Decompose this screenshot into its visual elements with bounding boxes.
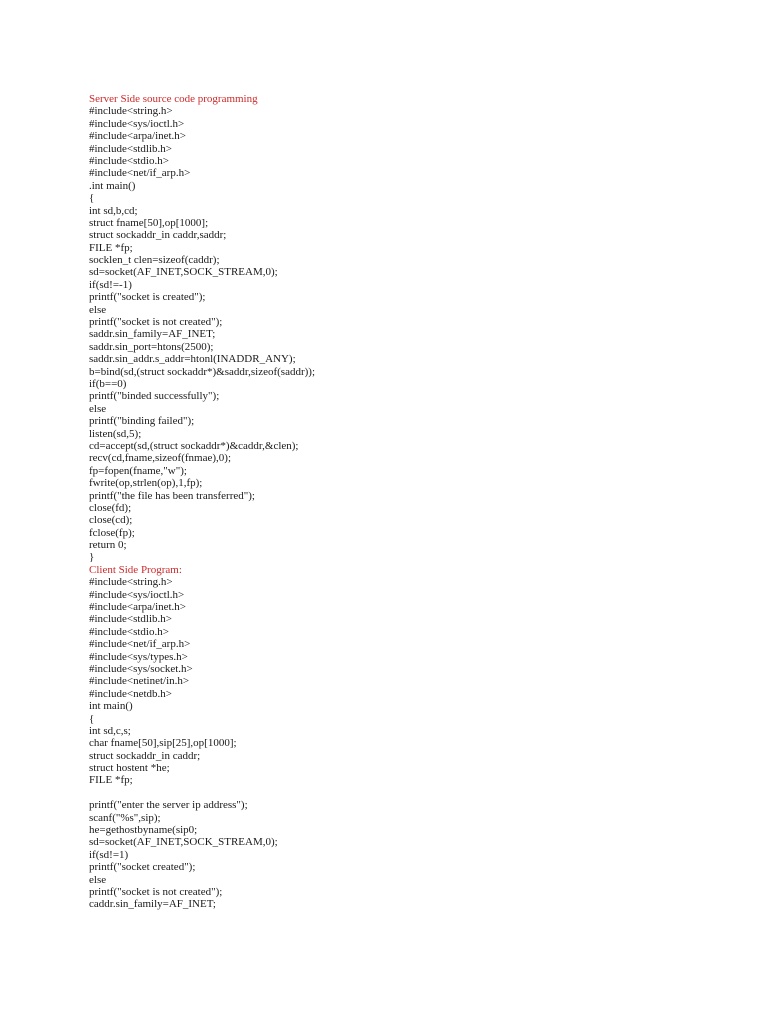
server-code-block	[89, 105, 729, 563]
client-code-block	[89, 576, 729, 911]
code-line: char fname[50],sip[25],op[1000];	[89, 737, 237, 750]
code-line: #include<sys/ioctl.h>	[89, 117, 185, 130]
code-line: printf("socket is not created");	[89, 886, 223, 898]
server-heading: Server Side source code programming	[89, 93, 258, 105]
code-line: socklen_t clen=sizeof(caddr);	[89, 254, 220, 267]
code-line: cd=accept(sd,(struct sockaddr*)&caddr,&clen);	[89, 439, 299, 452]
code-line: #include<stdlib.h>	[89, 613, 172, 626]
code-line: #include<sys/socket.h>	[89, 662, 193, 675]
code-line	[89, 787, 729, 799]
code-line: #include<string.h>	[89, 105, 173, 118]
code-line: #include<string.h>	[89, 576, 173, 589]
code-line: struct hostent *he;	[89, 762, 170, 775]
code-line: #include<stdlib.h>	[89, 142, 172, 155]
code-line: #include<arpa/inet.h>	[89, 130, 187, 143]
code-line: #include<stdio.h>	[89, 154, 169, 167]
code-line: }	[89, 551, 95, 564]
code-line: .int main()	[89, 179, 136, 192]
code-line: fwrite(op,strlen(op),1,fp);	[89, 477, 203, 490]
code-line: printf("socket created");	[89, 861, 196, 874]
code-line: if(sd!=1)	[89, 848, 129, 861]
code-line: printf("the file has been transferred");	[89, 489, 255, 502]
code-line: printf("binding failed");	[89, 415, 195, 428]
code-line: #include<netinet/in.h>	[89, 675, 190, 688]
code-line: #include<sys/ioctl.h>	[89, 588, 185, 601]
code-line: saddr.sin_addr.s_addr=htonl(INADDR_ANY);	[89, 353, 296, 366]
code-line: close(fd);	[89, 501, 132, 514]
code-line: if(sd!=-1)	[89, 278, 132, 291]
code-line: sd=socket(AF_INET,SOCK_STREAM,0);	[89, 836, 278, 849]
code-line: else	[89, 303, 107, 316]
code-line: #include<net/if_arp.h>	[89, 638, 191, 651]
code-line: b=bind(sd,(struct sockaddr*)&saddr,sizeof(saddr));	[89, 365, 316, 378]
code-line: struct fname[50],op[1000];	[89, 216, 209, 229]
code-line: #include<net/if_arp.h>	[89, 167, 191, 180]
code-line: int sd,c,s;	[89, 724, 131, 737]
code-line: {	[89, 712, 95, 725]
code-line: #include<netdb.h>	[89, 687, 172, 700]
code-line: fclose(fp);	[89, 526, 135, 539]
code-line: return 0;	[89, 539, 127, 552]
code-line: else	[89, 402, 107, 415]
code-line: #include<sys/types.h>	[89, 650, 188, 663]
code-line: saddr.sin_port=htons(2500);	[89, 340, 214, 353]
code-line: sd=socket(AF_INET,SOCK_STREAM,0);	[89, 266, 278, 279]
code-line: he=gethostbyname(sip0;	[89, 824, 198, 837]
code-line: struct sockaddr_in caddr;	[89, 749, 201, 762]
code-line: recv(cd,fname,sizeof(fnmae),0);	[89, 452, 232, 465]
code-line: FILE *fp;	[89, 774, 133, 787]
code-line: printf("socket is not created");	[89, 316, 223, 329]
code-line: close(cd);	[89, 514, 133, 527]
code-line: printf("socket is created");	[89, 291, 206, 304]
code-line: #include<arpa/inet.h>	[89, 601, 187, 614]
client-heading: Client Side Program:	[89, 563, 182, 576]
code-line: scanf("%s",sip);	[89, 811, 161, 824]
code-line: struct sockaddr_in caddr,saddr;	[89, 229, 227, 242]
code-line: saddr.sin_family=AF_INET;	[89, 328, 216, 341]
code-line: #include<stdio.h>	[89, 625, 169, 638]
code-line: int main()	[89, 700, 133, 713]
code-line: {	[89, 192, 95, 205]
code-line: printf("binded successfully");	[89, 390, 220, 403]
code-line: caddr.sin_family=AF_INET;	[89, 898, 216, 911]
code-listing	[89, 93, 729, 911]
code-line: if(b==0)	[89, 377, 127, 390]
code-line: listen(sd,5);	[89, 427, 142, 440]
code-line: fp=fopen(fname,"w");	[89, 464, 187, 477]
code-line: printf("enter the server ip address");	[89, 799, 248, 812]
code-line: FILE *fp;	[89, 241, 133, 254]
code-line: else	[89, 873, 107, 886]
code-line: int sd,b,cd;	[89, 204, 138, 217]
